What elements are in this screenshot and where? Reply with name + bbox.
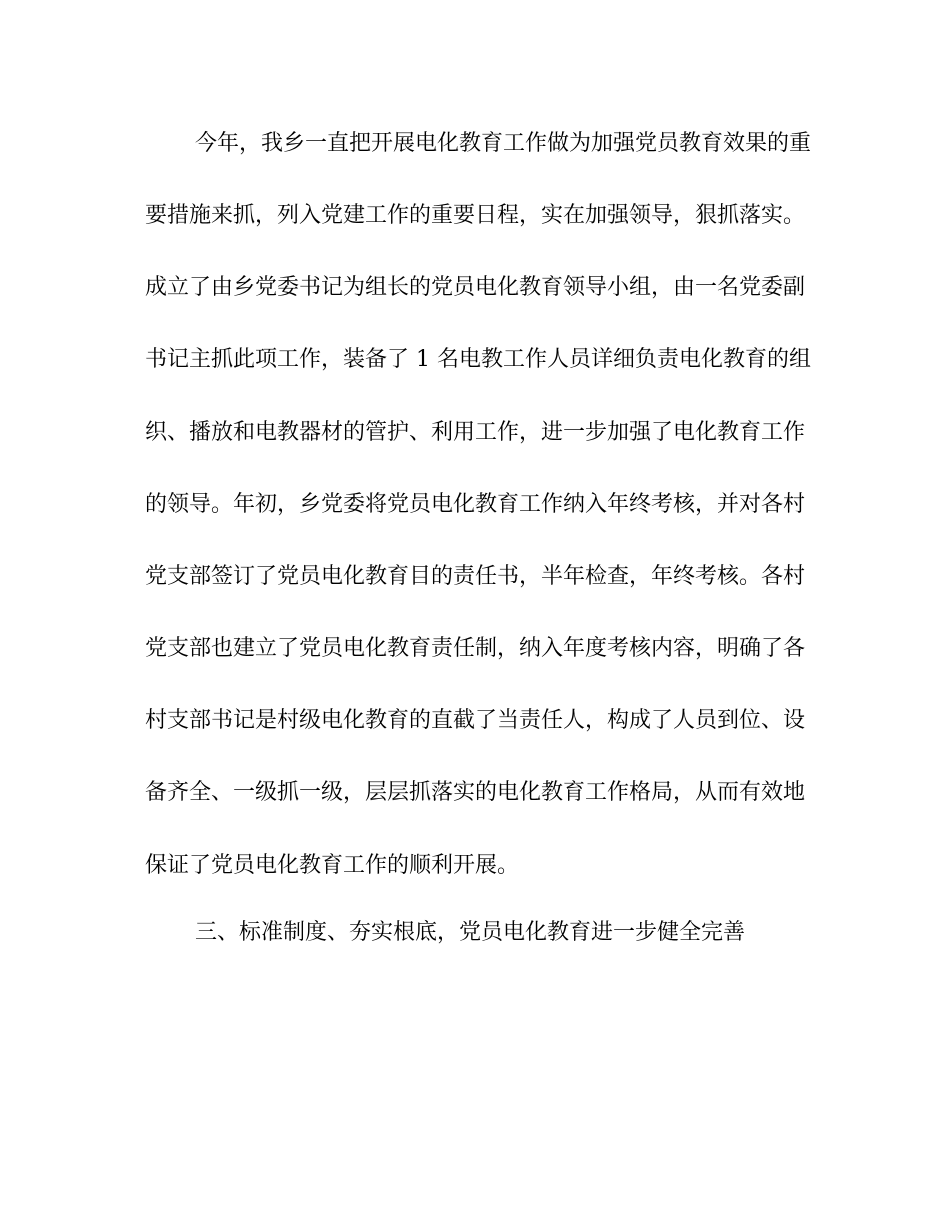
paragraph-line [0,124,950,164]
paragraph-line [0,413,950,453]
paragraph-line [0,557,950,597]
paragraph-text: 成立了由乡党委书记为组长的党员电化教育领导小组，由一名党委副 [145,275,806,300]
paragraph-text: 党支部也建立了党员电化教育责任制，纳入年度考核内容，明确了各 [145,636,806,661]
paragraph-text: 织、播放和电教器材的管护、利用工作，进一步加强了电化教育工作 [145,420,806,445]
paragraph-text: 今年，我乡一直把开展电化教育工作做为加强党员教育效果的重 [195,131,812,156]
paragraph-line [0,629,950,669]
paragraph-line [0,773,950,813]
paragraph-text: 保证了党员电化教育工作的顺利开展。 [145,853,520,878]
paragraph-line [0,268,950,308]
paragraph-line [0,846,950,886]
paragraph-line [0,701,950,741]
section-heading-text: 三、标准制度、夯实根底，党员电化教育进一步健全完善 [195,920,746,945]
paragraph-text: 书记主抓此项工作，装备了 1 名电教工作人员详细负责电化教育的组 [145,347,811,372]
paragraph-text: 村支部书记是村级电化教育的直截了当责任人，构成了人员到位、设 [145,708,806,733]
paragraph-line [0,485,950,525]
paragraph-text: 要措施来抓，列入党建工作的重要日程，实在加强领导，狠抓落实。 [145,203,806,228]
paragraph-line [0,196,950,236]
paragraph-line [0,340,950,380]
paragraph-text: 党支部签订了党员电化教育目的责任书，半年检查，年终考核。各村 [145,564,806,589]
section-heading [0,913,950,953]
paragraph-text: 备齐全、一级抓一级，层层抓落实的电化教育工作格局，从而有效地 [145,780,806,805]
paragraph-text: 的领导。年初，乡党委将党员电化教育工作纳入年终考核，并对各村 [145,492,806,517]
